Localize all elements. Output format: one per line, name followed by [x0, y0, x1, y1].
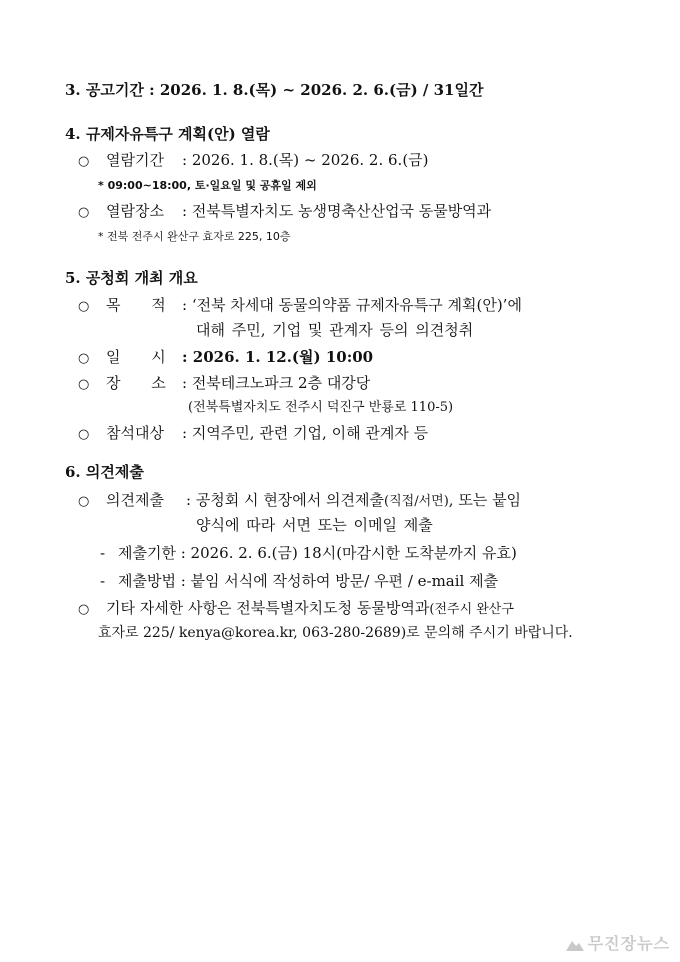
bullet-icon: ○: [78, 494, 90, 509]
venue-label: 장 소: [106, 374, 166, 392]
bullet-icon: ○: [78, 299, 90, 314]
viewing-period-note: * 09:00~18:00, 토·일요일 및 공휴일 제외: [98, 179, 317, 192]
purpose-continuation: 대해 주민, 기업 및 관계자 등의 의견청취: [196, 321, 474, 339]
section-4-heading: 4. 규제자유특구 계획(안) 열람: [65, 125, 270, 143]
bullet-icon: ○: [78, 205, 90, 220]
bullet-icon: ○: [78, 351, 90, 366]
submit-value-a: : 공청회 시 현장에서 의견제출: [186, 491, 385, 509]
viewing-place-row: [78, 201, 491, 223]
attendee-row: [78, 423, 428, 445]
attendee-label: 참석대상: [106, 424, 164, 442]
purpose-label: 목 적: [106, 296, 166, 314]
viewing-period-label: 열람기간: [106, 151, 164, 169]
section-5-heading: 5. 공청회 개최 개요: [65, 269, 198, 287]
section-6-heading: 6. 의견제출: [65, 463, 144, 481]
watermark: [566, 931, 670, 954]
watermark-text: 무진장뉴스: [587, 934, 670, 953]
viewing-place-note: * 전북 전주시 완산구 효자로 225, 10층: [98, 230, 291, 243]
dash-icon: -: [100, 572, 106, 590]
submit-row: [78, 490, 521, 512]
bullet-icon: ○: [78, 377, 90, 392]
submit-label: 의견제출: [106, 491, 164, 509]
venue-address: (전북특별자치도 전주시 덕진구 반룡로 110-5): [188, 400, 454, 415]
date-label: 일 시: [106, 348, 166, 366]
etc-text-small: (전주시 완산구: [429, 602, 514, 617]
viewing-period-value: : 2026. 1. 8.(목) ~ 2026. 2. 6.(금): [182, 151, 429, 169]
bullet-icon: ○: [78, 602, 90, 617]
submit-value-b: , 또는 붙임: [448, 491, 522, 509]
deadline-text: 제출기한 : 2026. 2. 6.(금) 18시(마감시한 도착분까지 유효): [118, 544, 517, 562]
bullet-icon: ○: [78, 427, 90, 442]
etc-text-a: 기타 자세한 사항은 전북특별자치도청 동물방역과: [106, 599, 430, 617]
dash-icon: -: [100, 544, 106, 562]
etc-continuation: 효자로 225/ kenya@korea.kr, 063-280-2689)로 문의해 주시기 바랍니다.: [98, 625, 573, 641]
purpose-value: : ‘전북 차세대 동물의약품 규제자유특구 계획(안)’에: [182, 296, 522, 314]
purpose-row: [78, 295, 522, 317]
venue-value: : 전북테크노파크 2층 대강당: [182, 374, 371, 392]
date-row: [78, 347, 373, 369]
viewing-place-label: 열람장소: [106, 202, 164, 220]
method-row: [100, 571, 498, 591]
attendee-value: : 지역주민, 관련 기업, 이해 관계자 등: [182, 424, 429, 442]
submit-continuation: 양식에 따라 서면 또는 이메일 제출: [196, 516, 433, 534]
date-value: : 2026. 1. 12.(월) 10:00: [182, 348, 374, 366]
viewing-place-value: : 전북특별자치도 농생명축산산업국 동물방역과: [182, 202, 492, 220]
bullet-icon: ○: [78, 154, 90, 169]
mountain-logo-icon: [566, 937, 584, 951]
venue-row: [78, 373, 370, 395]
deadline-row: [100, 543, 517, 563]
method-text: 제출방법 : 붙임 서식에 작성하여 방문/ 우편 / e-mail 제출: [118, 572, 499, 590]
viewing-period-row: [78, 150, 429, 172]
section-3-heading: 3. 공고기간 : 2026. 1. 8.(목) ~ 2026. 2. 6.(금) / 31일간: [65, 81, 484, 99]
submit-value-small: (직접/서면): [384, 494, 449, 509]
etc-row: [78, 598, 514, 620]
